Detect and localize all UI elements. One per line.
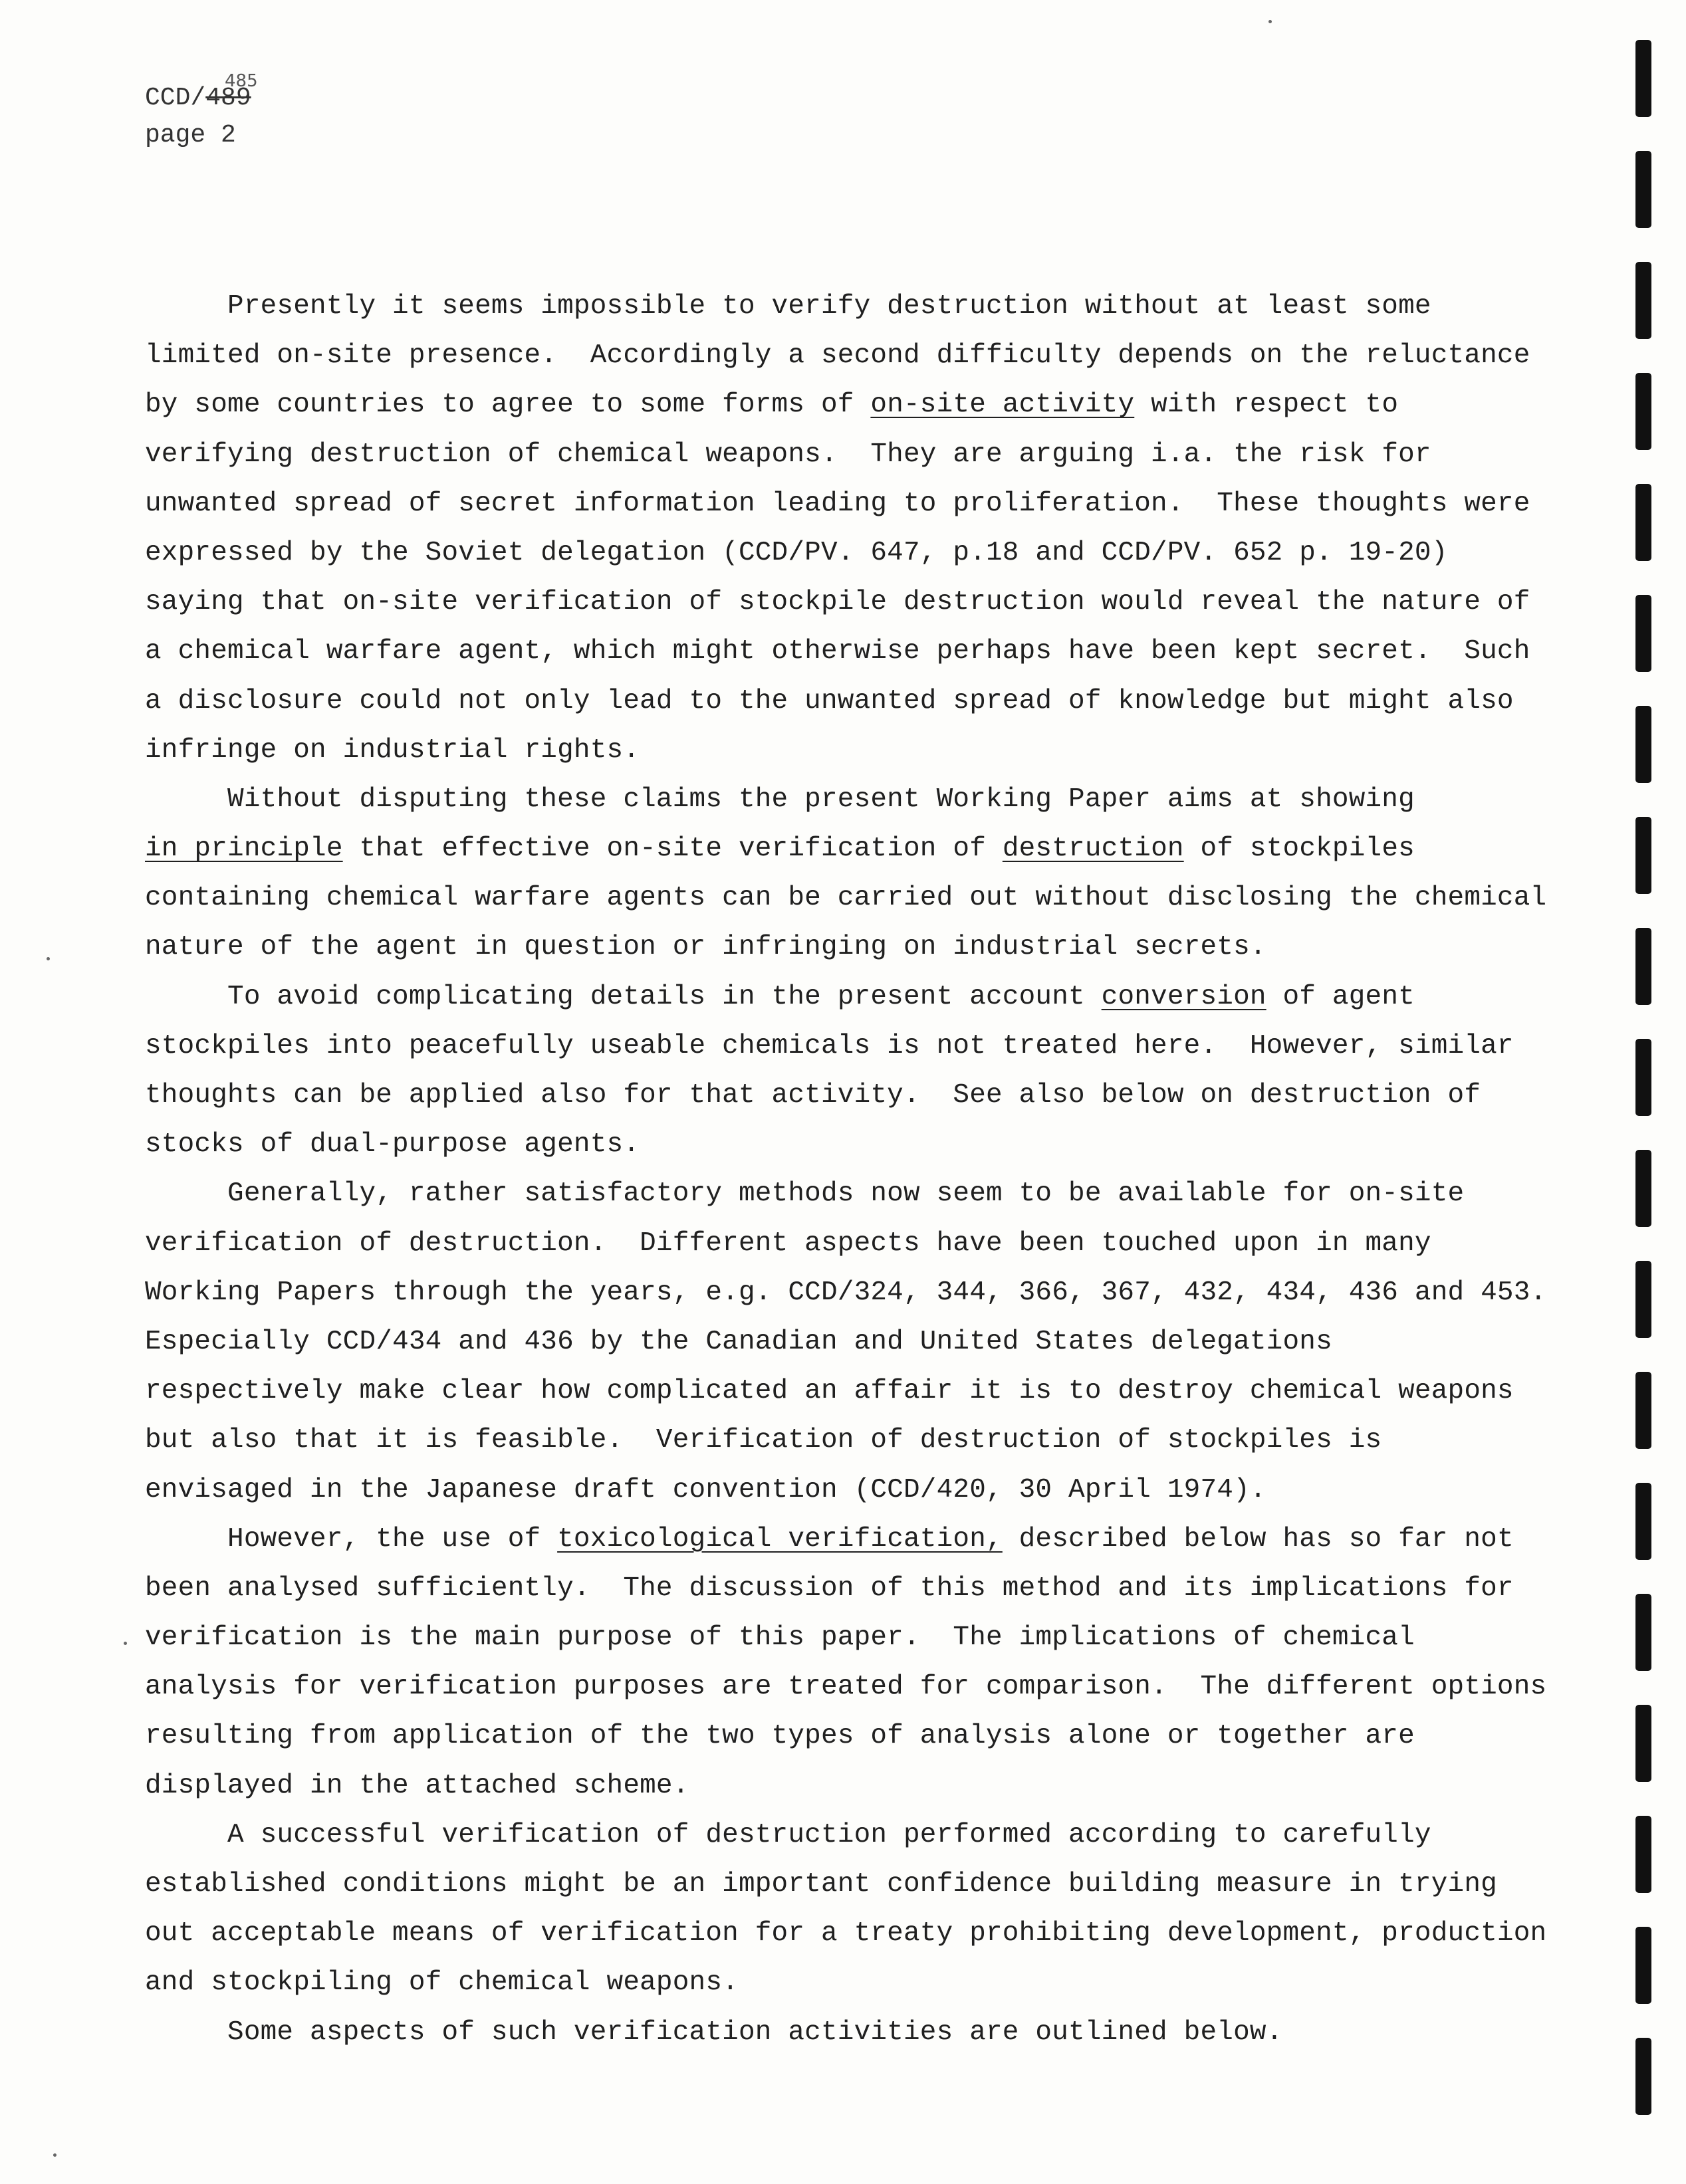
text-line — [145, 627, 1574, 676]
text-line — [145, 1466, 1574, 1515]
page-number-label: page 2 — [145, 121, 236, 150]
text-run: respectively make clear how complicated an affair it is to destroy chemical weapons — [145, 1376, 1514, 1407]
binding-mark — [1635, 2038, 1651, 2115]
text-line — [145, 923, 1574, 972]
text-run: nature of the agent in question or infringing on industrial secrets. — [145, 932, 1266, 963]
text-run: envisaged in the Japanese draft convention (CCD/420, 30 April 1974). — [145, 1474, 1266, 1505]
text-run: expressed by the Soviet delegation (CCD/PV. 647, p.18 and CCD/PV. 652 p. 19-20) — [145, 537, 1448, 568]
text-run: a chemical warfare agent, which might otherwise perhaps have been kept secret. Such — [145, 636, 1530, 667]
scan-speck — [1268, 20, 1272, 23]
text-run: Working Papers through the years, e.g. CCD/324, 344, 366, 367, 432, 434, 436 and 453. — [145, 1277, 1547, 1308]
text-line — [145, 1219, 1574, 1268]
text-line — [145, 282, 1574, 331]
text-line — [145, 1711, 1574, 1761]
text-run: of agent — [1266, 981, 1415, 1012]
text-line — [145, 528, 1574, 578]
text-line — [145, 677, 1574, 726]
binding-mark — [1635, 1483, 1651, 1560]
text-line — [145, 1366, 1574, 1416]
text-run: saying that on-site verification of stockpile destruction would reveal the nature of — [145, 587, 1530, 618]
text-line — [145, 1268, 1574, 1317]
text-run: been analysed sufficiently. The discussion of this method and its implications for — [145, 1573, 1514, 1604]
binding-mark — [1635, 1927, 1651, 2004]
text-line — [145, 1564, 1574, 1613]
text-run: Generally, rather satisfactory methods now seem to be available for on-site — [145, 1178, 1465, 1210]
text-run: displayed in the attached scheme. — [145, 1770, 689, 1801]
binding-mark — [1635, 706, 1651, 783]
binding-mark — [1635, 262, 1651, 339]
text-run: that effective on-site verification of — [342, 833, 1003, 865]
text-line — [145, 578, 1574, 627]
text-line — [145, 1120, 1574, 1169]
text-run: limited on-site presence. Accordingly a second difficulty depends on the reluctance — [145, 340, 1530, 372]
text-line — [145, 430, 1574, 479]
text-run: resulting from application of the two types of analysis alone or together are — [145, 1721, 1415, 1752]
text-line — [145, 1909, 1574, 1958]
text-run: analysis for verification purposes are treated for comparison. The different options — [145, 1672, 1547, 1703]
text-line — [145, 380, 1574, 429]
page-header — [145, 71, 258, 154]
text-run: with respect to — [1134, 389, 1399, 421]
text-run: of stockpiles — [1183, 833, 1415, 865]
binding-mark — [1635, 1261, 1651, 1338]
text-run: unwanted spread of secret information leading to proliferation. These thoughts were — [145, 488, 1530, 519]
text-run: Without disputing these claims the present Working Paper aims at showing — [145, 784, 1415, 815]
binding-mark — [1635, 1816, 1651, 1893]
binding-mark — [1635, 40, 1651, 117]
text-line — [145, 775, 1574, 824]
binding-mark — [1635, 595, 1651, 672]
text-line — [145, 1169, 1574, 1218]
handwritten-document-number: 485 — [225, 71, 258, 91]
binding-mark — [1635, 151, 1651, 228]
text-run: stockpiles into peacefully useable chemicals is not treated here. However, similar — [145, 1030, 1514, 1061]
text-line — [145, 1317, 1574, 1366]
text-line — [145, 1810, 1574, 1860]
text-line — [145, 1071, 1574, 1120]
text-run: Some aspects of such verification activities are outlined below. — [145, 2017, 1283, 2048]
text-line — [145, 1761, 1574, 1810]
text-line — [145, 972, 1574, 1022]
binding-mark — [1635, 373, 1651, 450]
binding-mark — [1635, 484, 1651, 561]
underlined-phrase: conversion — [1101, 981, 1266, 1012]
binding-mark — [1635, 1372, 1651, 1449]
text-line — [145, 2008, 1574, 2057]
text-line — [145, 873, 1574, 923]
text-run: described below has so far not — [1002, 1523, 1514, 1555]
text-run: but also that it is feasible. Verification of destruction of stockpiles is — [145, 1425, 1382, 1456]
text-line — [145, 1860, 1574, 1909]
text-line — [145, 1022, 1574, 1071]
scan-speck — [53, 2153, 57, 2157]
text-run: a disclosure could not only lead to the unwanted spread of knowledge but might also — [145, 685, 1514, 716]
underlined-phrase: in principle — [145, 833, 343, 865]
binding-mark — [1635, 817, 1651, 894]
text-line — [145, 1662, 1574, 1711]
text-line — [145, 1515, 1574, 1564]
text-line — [145, 824, 1574, 873]
text-run: established conditions might be an important confidence building measure in trying — [145, 1869, 1497, 1900]
text-run: containing chemical warfare agents can be carried out without disclosing the chemical — [145, 883, 1547, 914]
text-run: infringe on industrial rights. — [145, 734, 640, 766]
underlined-phrase: on-site activity — [870, 389, 1135, 421]
text-run: thoughts can be applied also for that activity. See also below on destruction of — [145, 1080, 1481, 1111]
text-run: Presently it seems impossible to verify destruction without at least some — [145, 291, 1431, 322]
text-run: verifying destruction of chemical weapons. They are arguing i.a. the risk for — [145, 439, 1431, 470]
struck-old-number: 489 — [205, 84, 251, 112]
text-line — [145, 1958, 1574, 2007]
text-run: verification of destruction. Different aspects have been touched upon in many — [145, 1228, 1431, 1259]
binding-mark — [1635, 1150, 1651, 1227]
binding-marks — [1635, 40, 1655, 2167]
text-run: out acceptable means of verification for a treaty prohibiting development, production — [145, 1918, 1547, 1949]
text-run: To avoid complicating details in the present account — [145, 981, 1102, 1012]
text-run: verification is the main purpose of this paper. The implications of chemical — [145, 1622, 1415, 1654]
text-line — [145, 1416, 1574, 1465]
body-text — [145, 282, 1574, 2057]
scan-speck — [47, 957, 50, 960]
binding-mark — [1635, 1705, 1651, 1782]
binding-mark — [1635, 1039, 1651, 1116]
underlined-phrase: destruction — [1002, 833, 1184, 865]
text-line — [145, 331, 1574, 380]
text-line — [145, 479, 1574, 528]
text-run: Especially CCD/434 and 436 by the Canadian and United States delegations — [145, 1326, 1332, 1357]
text-line — [145, 1613, 1574, 1662]
text-run: by some countries to agree to some forms of — [145, 389, 871, 421]
text-run: stocks of dual-purpose agents. — [145, 1129, 640, 1160]
text-run: and stockpiling of chemical weapons. — [145, 1967, 739, 1999]
text-line — [145, 726, 1574, 775]
document-prefix: CCD/ — [145, 84, 206, 112]
text-run: A successful verification of destruction performed according to carefully — [145, 1819, 1431, 1850]
scan-speck — [124, 1642, 127, 1645]
binding-mark — [1635, 1594, 1651, 1671]
binding-mark — [1635, 928, 1651, 1005]
text-run: However, the use of — [145, 1523, 558, 1555]
underlined-phrase: toxicological verification, — [557, 1523, 1003, 1555]
